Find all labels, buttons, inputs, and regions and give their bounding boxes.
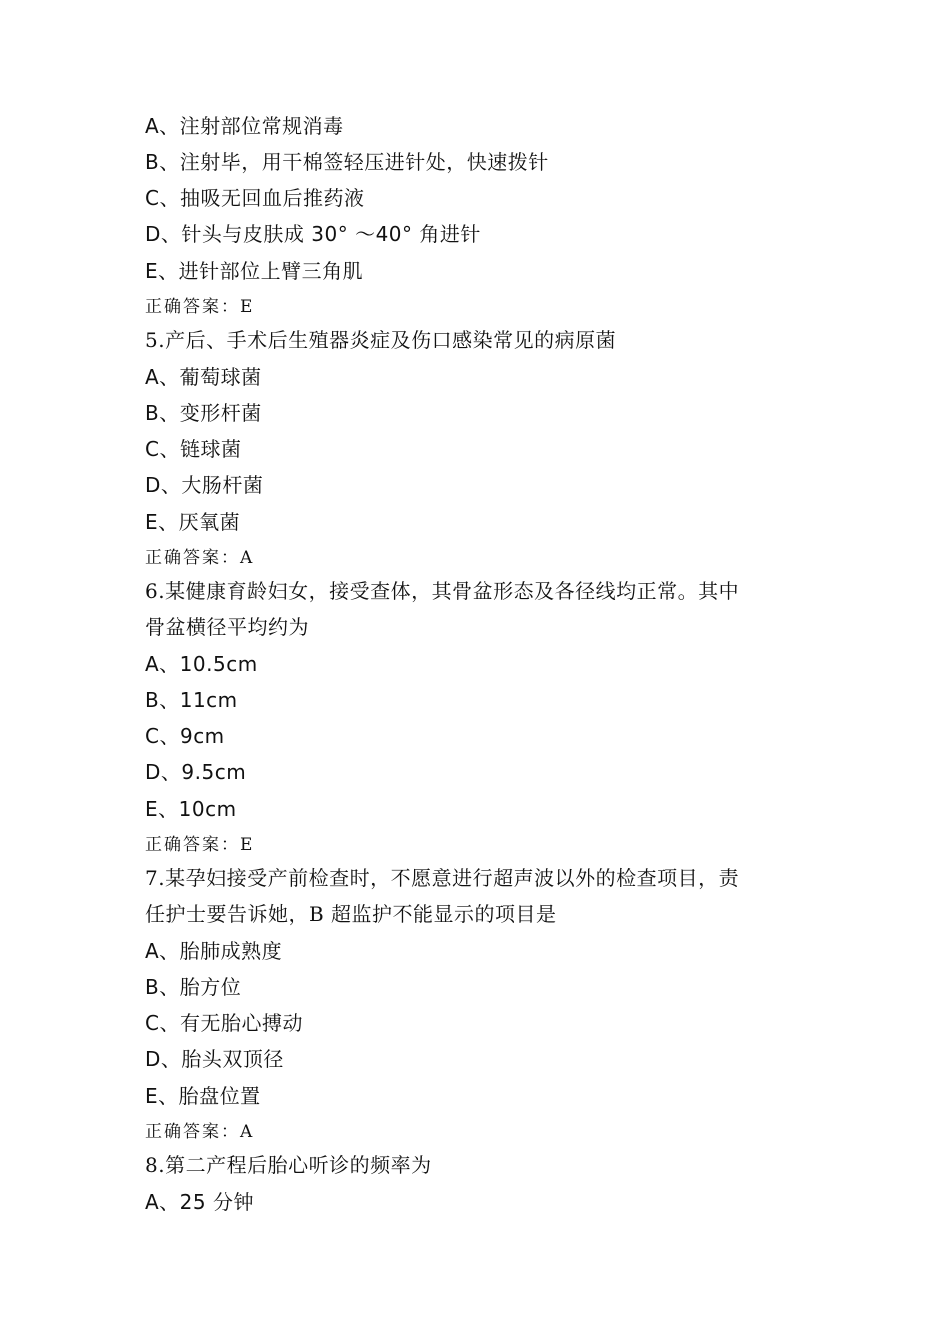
q6-option-c: C、9cm bbox=[145, 724, 225, 748]
q5-option-a: A、葡萄球菌 bbox=[145, 365, 262, 389]
q7-option-c: C、有无胎心搏动 bbox=[145, 1011, 303, 1035]
q5-option-d: D、大肠杆菌 bbox=[145, 473, 264, 497]
q6-option-b: B、11cm bbox=[145, 688, 238, 712]
q5-option-c: C、链球菌 bbox=[145, 437, 242, 461]
q6-option-d: D、9.5cm bbox=[145, 760, 247, 784]
q8-question: 8.第二产程后胎心听诊的频率为 bbox=[145, 1153, 432, 1177]
q7-option-a: A、胎肺成熟度 bbox=[145, 939, 283, 963]
q6-option-e: E、10cm bbox=[145, 797, 237, 821]
q5-answer: 正确答案：A bbox=[145, 548, 255, 568]
q5-option-b: B、变形杆菌 bbox=[145, 401, 262, 425]
q7-question-line2: 任护士要告诉她，B 超监护不能显示的项目是 bbox=[145, 902, 557, 926]
q7-option-e: E、胎盘位置 bbox=[145, 1084, 261, 1108]
q5-option-e: E、厌氧菌 bbox=[145, 510, 241, 534]
q6-question-line1: 6.某健康育龄妇女，接受查体，其骨盆形态及各径线均正常。其中 bbox=[145, 579, 740, 603]
q6-option-a: A、10.5cm bbox=[145, 652, 258, 676]
q5-question: 5.产后、手术后生殖器炎症及伤口感染常见的病原菌 bbox=[145, 328, 617, 352]
q7-option-d: D、胎头双顶径 bbox=[145, 1047, 284, 1071]
q4-answer: 正确答案：E bbox=[145, 297, 255, 317]
q4-option-e: E、进针部位上臂三角肌 bbox=[145, 259, 364, 283]
q7-question-line1: 7.某孕妇接受产前检查时，不愿意进行超声波以外的检查项目，责 bbox=[145, 866, 740, 890]
q4-option-c: C、抽吸无回血后推药液 bbox=[145, 186, 365, 210]
q6-answer: 正确答案：E bbox=[145, 835, 255, 855]
q4-option-d: D、针头与皮肤成 30° ～40° 角进针 bbox=[145, 222, 481, 246]
q4-option-b: B、注射毕，用干棉签轻压进针处，快速拨针 bbox=[145, 150, 549, 174]
q8-option-a: A、25 分钟 bbox=[145, 1190, 254, 1214]
q7-option-b: B、胎方位 bbox=[145, 975, 242, 999]
q4-option-a: A、注射部位常规消毒 bbox=[145, 114, 344, 138]
q6-question-line2: 骨盆横径平均约为 bbox=[145, 615, 309, 639]
q7-answer: 正确答案：A bbox=[145, 1122, 255, 1142]
